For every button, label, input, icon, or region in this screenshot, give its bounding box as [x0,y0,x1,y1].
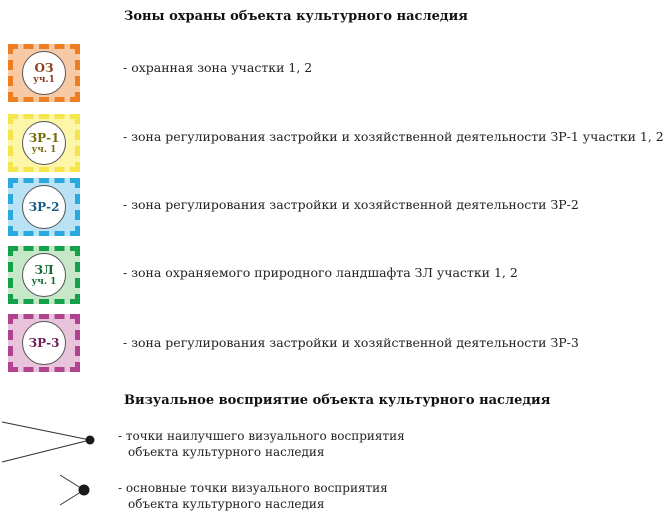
zone-desc: - зона регулирования застройки и хозяйственной деятельности ЗР-3 [123,335,579,350]
zone-code: ОЗ [34,60,54,75]
zone-badge [22,121,66,165]
swatch-oz [8,44,80,102]
zone-desc: - охранная зона участки 1, 2 [123,60,313,75]
zone-badge [22,253,66,297]
zone-sub: уч. 1 [31,144,57,155]
zone-badge [22,185,66,229]
visual-line: объекта культурного наследия [128,445,325,459]
best-viewpoint-icon [0,412,100,472]
zone-code: ЗР-1 [28,130,60,145]
zone-badge [22,51,66,95]
visual-line: объекта культурного наследия [128,497,325,511]
zone-badge [22,321,66,365]
main-viewpoint-icon [0,470,100,520]
zone-desc: - зона регулирования застройки и хозяйственной деятельности ЗР-2 [123,197,579,212]
visual-line: - основные точки визуального восприятия [118,481,388,495]
zone-code: ЗР-3 [28,336,60,350]
visual-desc-best [118,428,405,460]
visual-line: - точки наилучшего визуального восприятия [118,429,405,443]
zone-code: ЗР-2 [28,200,60,214]
zones-heading: Зоны охраны объекта культурного наследия [124,9,468,24]
swatch-zr2 [8,178,80,236]
visual-heading: Визуальное восприятие объекта культурного наследия [124,393,551,408]
zone-code: ЗЛ [34,262,54,277]
zone-sub: уч. 1 [31,276,57,287]
swatch-zl [8,246,80,304]
swatch-zr3 [8,314,80,372]
swatch-zr1 [8,114,80,172]
zone-desc: - зона регулирования застройки и хозяйственной деятельности ЗР-1 участки 1, 2 [123,129,664,144]
zone-desc: - зона охраняемого природного ландшафта ЗЛ участки 1, 2 [123,265,518,280]
zone-sub: уч.1 [33,74,55,85]
visual-desc-main [118,480,388,512]
